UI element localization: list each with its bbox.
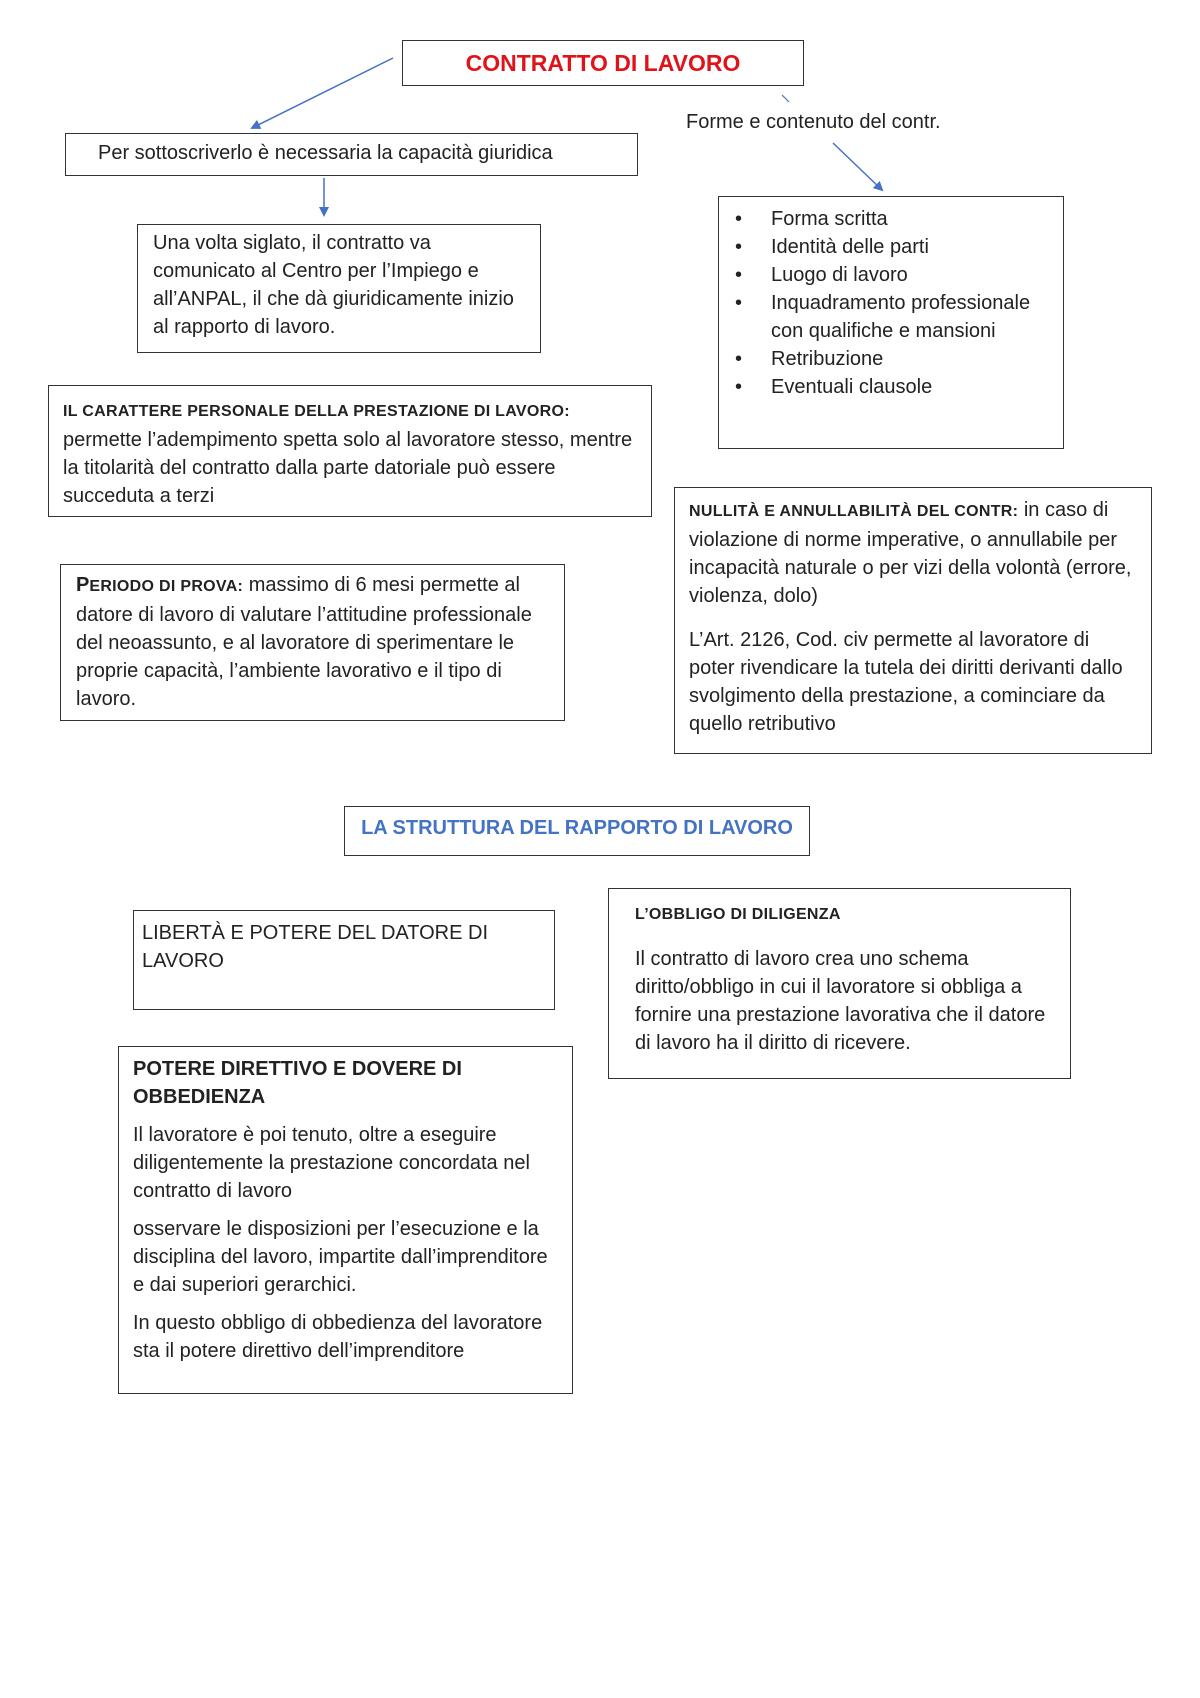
- forme-list: [719, 205, 1049, 401]
- nullita-text: in caso di violazione di norme imperative, o annullabile per incapacità naturale o per vizi della volontà (errore, violenza, dolo): [689, 499, 1132, 607]
- siglato-text: Una volta siglato, il contratto va comunicato al Centro per l’Impiego e all’ANPAL, il che dà giuridicamente inizio al rapporto di lavoro.: [153, 232, 514, 338]
- diligenza-heading: L’OBBLIGO DI DILIGENZA: [635, 906, 841, 923]
- forme-list-box: [718, 196, 1064, 449]
- forme-label: Forme e contenuto del contr.: [686, 111, 941, 133]
- prova-box: [60, 564, 565, 721]
- prova-text: massimo di 6 mesi permette al datore di lavoro di valutare l’attitudine professionale del neoassunto, e al lavoratore di sperimentare le proprie capacità, l’ambiente lavorativo e il tipo di lavoro.: [76, 574, 532, 710]
- liberta-text: LIBERTÀ E POTERE DEL DATORE DI LAVORO: [142, 922, 489, 972]
- list-item: • Identità delle parti: [719, 233, 1049, 261]
- list-item: • Retribuzione: [719, 345, 1049, 373]
- arrow-tick-forme: [782, 95, 789, 102]
- carattere-text: permette l’adempimento spetta solo al lavoratore stesso, mentre la titolarità del contratto dalla parte datoriale può essere succeduta a terzi: [63, 429, 633, 507]
- capacita-text: Per sottoscriverlo è necessaria la capacità giuridica: [98, 142, 553, 164]
- siglato-box: [137, 224, 541, 353]
- arrow-forme-to-list: [833, 143, 882, 190]
- list-item: • Inquadramento professionale con qualifiche e mansioni: [719, 289, 1049, 345]
- diligenza-text: Il contratto di lavoro crea uno schema diritto/obbligo in cui il lavoratore si obbliga a fornire una prestazione lavorativa che il datore di lavoro ha il diritto di ricevere.: [635, 948, 1046, 1054]
- nullita-text2: L’Art. 2126, Cod. civ permette al lavoratore di poter rivendicare la tutela dei diritti derivanti dallo svolgimento della prestazione, a cominciare da quello retributivo: [689, 629, 1123, 735]
- arrow-title-to-capacita: [252, 58, 393, 128]
- carattere-heading: IL CARATTERE PERSONALE DELLA PRESTAZIONE DI LAVORO:: [63, 403, 570, 420]
- prova-heading: ERIODO DI PROVA:: [89, 578, 244, 595]
- potere-p1: Il lavoratore è poi tenuto, oltre a eseguire diligentemente la prestazione concordata nel contratto di lavoro: [133, 1124, 530, 1202]
- nullita-box: [674, 487, 1152, 754]
- capacita-box: [65, 133, 638, 176]
- nullita-heading: NULLITÀ E ANNULLABILITÀ DEL CONTR:: [689, 503, 1019, 520]
- diligenza-box: [608, 888, 1071, 1079]
- list-item: • Eventuali clausole: [719, 373, 1049, 401]
- potere-p3: In questo obbligo di obbedienza del lavoratore sta il potere direttivo dell’imprenditore: [133, 1312, 543, 1362]
- list-item: • Luogo di lavoro: [719, 261, 1049, 289]
- list-item: • Forma scritta: [719, 205, 1049, 233]
- prova-heading-initial: P: [76, 574, 90, 596]
- potere-p2: osservare le disposizioni per l’esecuzione e la disciplina del lavoro, impartite dall’imprenditore e dai superiori gerarchici.: [133, 1218, 548, 1296]
- main-title: CONTRATTO DI LAVORO: [402, 40, 804, 86]
- carattere-box: [48, 385, 652, 517]
- potere-box: [118, 1046, 573, 1394]
- potere-heading: POTERE DIRETTIVO E DOVERE DI OBBEDIENZA: [133, 1058, 462, 1108]
- liberta-box: [133, 910, 555, 1010]
- struttura-title: LA STRUTTURA DEL RAPPORTO DI LAVORO: [344, 806, 810, 856]
